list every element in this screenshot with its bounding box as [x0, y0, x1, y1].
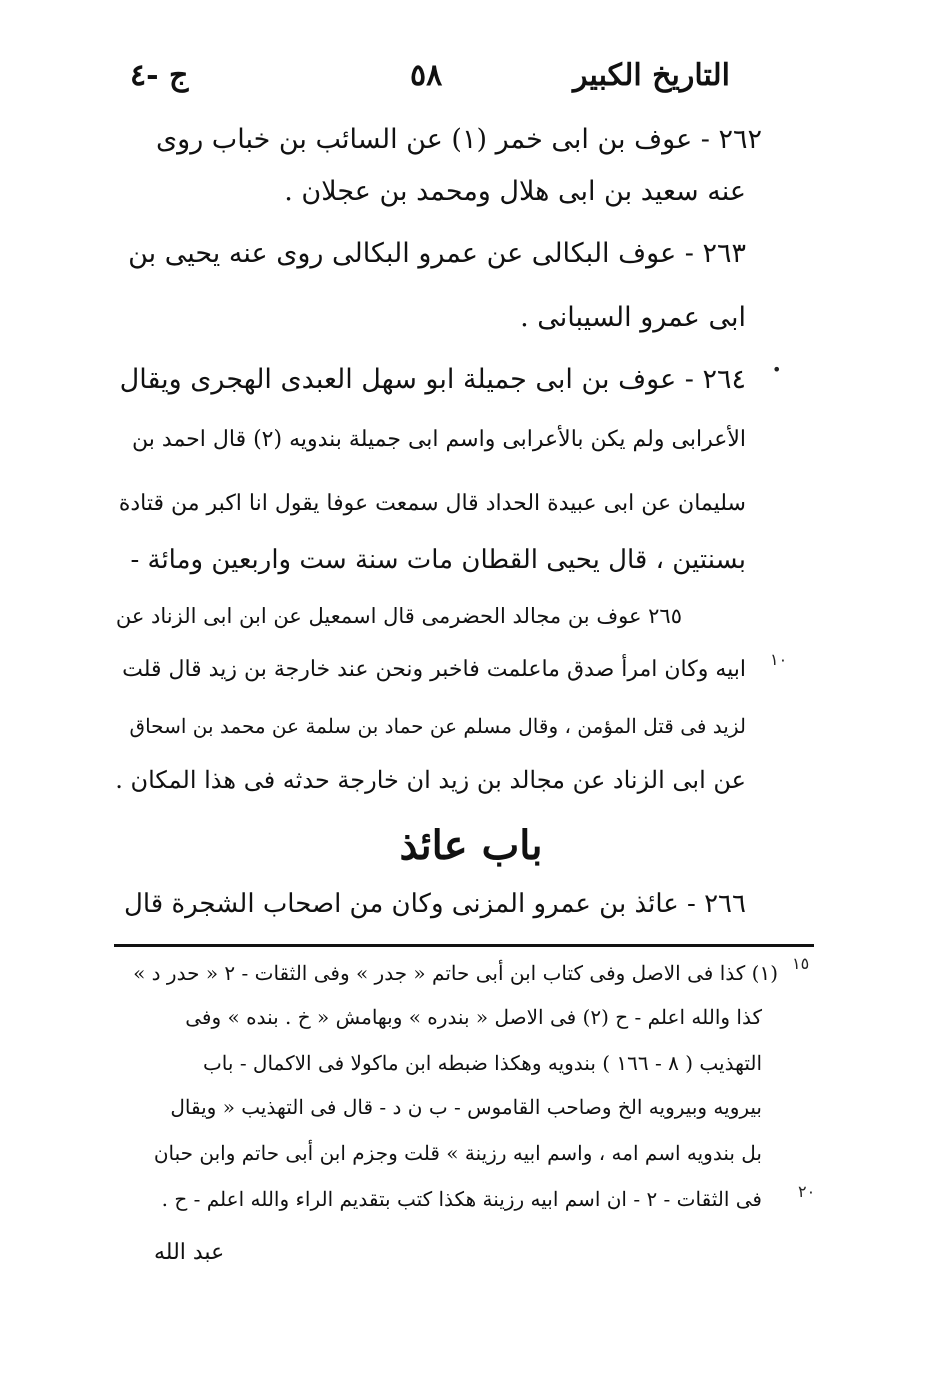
entry-264-line-4: بسنتين ، قال يحيى القطان مات سنة ست واربعين ومائة - [130, 545, 746, 575]
footnote-line-3: التهذيب ( ٨ - ١٦٦ ) بندويه وهكذا ضبطه ابن ماكولا فى الاكمال - باب [202, 1051, 762, 1075]
entry-264-line-1: ٢٦٤ - عوف بن ابى جميلة ابو سهل العبدى الهجرى ويقال [119, 364, 746, 395]
margin-line-number-15: ١٥ [792, 954, 810, 973]
entry-263-line-2: ابى عمرو السيبانى . [520, 302, 746, 333]
margin-line-number-20: ٢٠ [798, 1182, 816, 1201]
entry-263-line-1: ٢٦٣ - عوف البكالى عن عمرو البكالى روى عنه يحيى بن [128, 238, 746, 269]
volume-label: ج -٤ [130, 58, 189, 93]
section-heading: باب عائذ [399, 822, 543, 869]
entry-265-line-4: عن ابى الزناد عن مجالد بن زيد ان خارجة حدثه فى هذا المكان . [115, 766, 746, 794]
footnote-separator [114, 944, 814, 947]
book-title: التاريخ الكبير [572, 58, 730, 93]
footnote-line-4: بيرويه وبيرويه الخ وصاحب القاموس - ب ن د - قال فى التهذيب « ويقال [170, 1095, 762, 1119]
entry-265-line-2: ابيه وكان امرأ صدق ماعلمت فاخبر ونحن عند خارجة بن زيد قال قلت [122, 657, 746, 682]
footnote-line-5: بل بندويه اسم امه ، واسم ابيه رزينة » قلت وجزم ابن أبى حاتم وابن حبان [153, 1141, 762, 1165]
entry-264-line-3: سليمان عن ابى عبيدة الحداد قال سمعت عوفا يقول انا اكبر من قتادة [118, 491, 746, 516]
entry-265-line-1: ٢٦٥ عوف بن مجالد الحضرمى قال اسمعيل عن ابن ابى الزناد عن [115, 604, 682, 628]
editor-signature: عبد الله [154, 1240, 225, 1265]
footnote-line-1: (١) كذا فى الاصل وفى كتاب ابن أبى حاتم « جدر » وفى الثقات - ٢ « حدر د » [133, 961, 778, 985]
footnote-line-6: فى الثقات - ٢ - ان اسم ابيه رزينة هكذا كتب بتقديم الراء والله اعلم - ح . [161, 1187, 762, 1211]
footnote-line-2: كذا والله اعلم - ح (٢) فى الاصل « بندره » وبهامش « خ . بنده » وفى [185, 1005, 762, 1029]
entry-266-line-1: ٢٦٦ - عائذ بن عمرو المزنى وكان من اصحاب الشجرة قال [123, 889, 746, 919]
entry-262-line-1: ٢٦٢ - عوف بن ابى خمر (١) عن السائب بن خباب روى [156, 124, 762, 155]
page-header [130, 58, 730, 108]
margin-line-number-10: ١٠ [770, 650, 788, 669]
entry-264-line-2: الأعرابى ولم يكن بالأعرابى واسم ابى جميلة بندويه (٢) قال احمد بن [132, 427, 746, 452]
entry-265-line-3: لزيد فى قتل المؤمن ، وقال مسلم عن حماد بن سلمة عن محمد بن اسحاق [129, 714, 746, 738]
entry-262-line-2: عنه سعيد بن ابى هلال ومحمد بن عجلان . [284, 176, 746, 207]
margin-dot: • [772, 360, 782, 379]
page-number: ٥٨ [410, 58, 443, 93]
